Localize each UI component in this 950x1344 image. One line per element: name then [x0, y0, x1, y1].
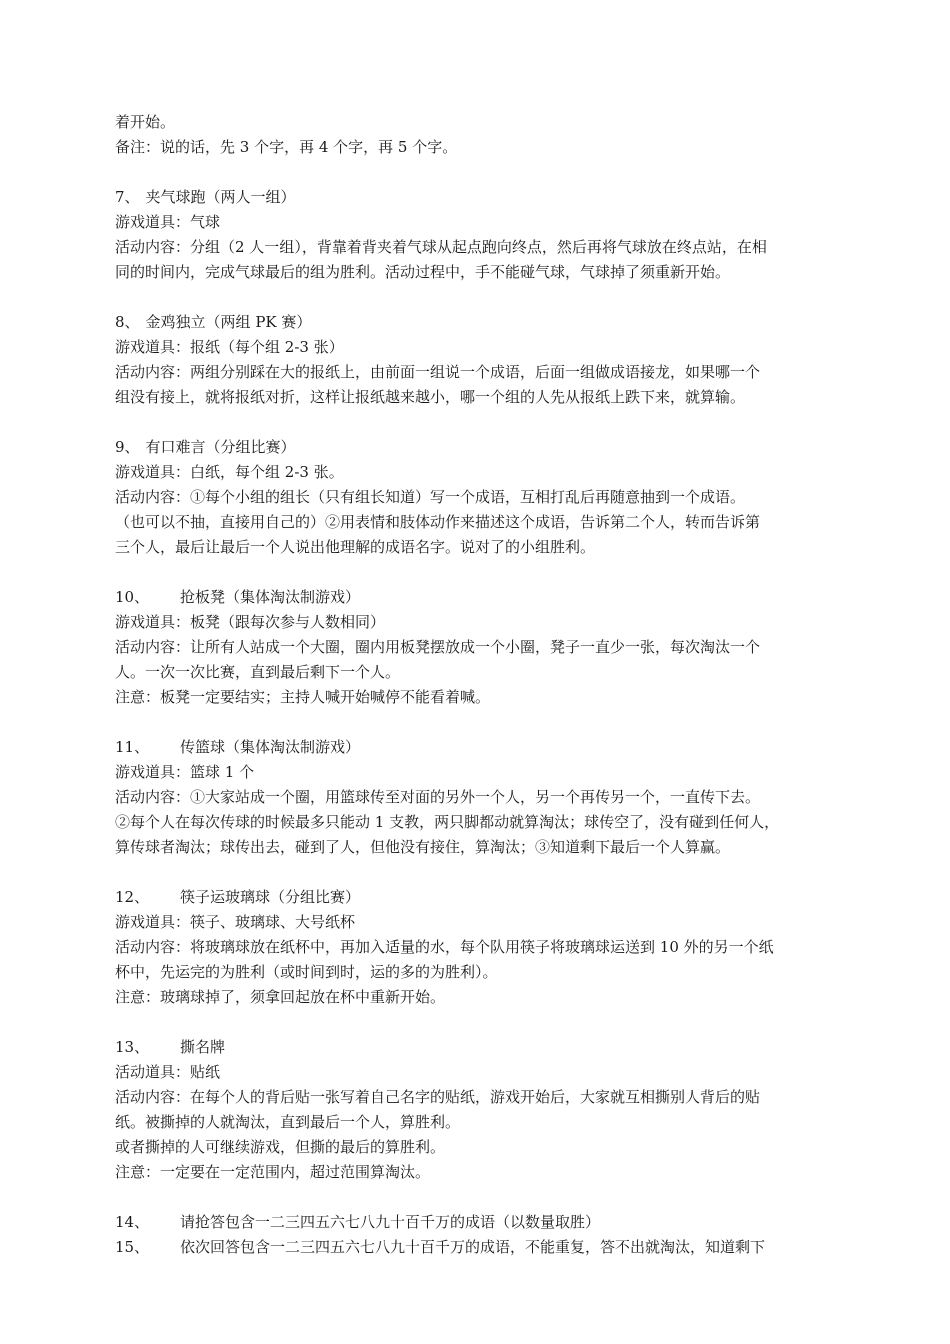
section-title: 请抢答包含一二三四五六七八九十百千万的成语（以数量取胜） — [180, 1213, 601, 1231]
text-line: 纸。被撕掉的人就淘汰，直到最后一个人，算胜利。 — [115, 1113, 461, 1131]
text-line: 注意：一定要在一定范围内，超过范围算淘汰。 — [115, 1163, 431, 1181]
text-line: 活动内容：①大家站成一个圈，用篮球传至对面的另外一个人，另一个再传另一个，一直传下去。 — [115, 788, 761, 806]
text-line: 活动内容：将玻璃球放在纸杯中，再加入适量的水，每个队用筷子将玻璃球运送到 10 外的另一个纸 — [115, 938, 774, 956]
text-line: 注意：玻璃球掉了，须拿回起放在杯中重新开始。 — [115, 988, 446, 1006]
text-line: 三个人，最后让最后一个人说出他理解的成语名字。说对了的小组胜利。 — [115, 538, 596, 556]
text-line: 游戏道具：筷子、玻璃球、大号纸杯 — [115, 913, 356, 931]
text-line: 同的时间内，完成气球最后的组为胜利。活动过程中，手不能碰气球，气球掉了须重新开始。 — [115, 263, 731, 281]
section-number: 9、 — [115, 438, 140, 456]
section-heading — [115, 437, 855, 457]
text-line: 活动内容：分组（2 人一组），背靠着背夹着气球从起点跑向终点，然后再将气球放在终点站，在相 — [115, 238, 767, 256]
section-title: 有口难言（分组比赛） — [145, 438, 296, 456]
section-number: 10、 — [115, 588, 150, 606]
section-title: 抢板凳（集体淘汰制游戏） — [180, 588, 361, 606]
section-heading — [115, 887, 855, 907]
text-line: 活动内容：在每个人的背后贴一张写着自己名字的贴纸，游戏开始后，大家就互相撕别人背后的贴 — [115, 1088, 761, 1106]
text-line: 活动内容：①每个小组的组长（只有组长知道）写一个成语，互相打乱后再随意抽到一个成语。 — [115, 488, 746, 506]
text-line: 游戏道具：白纸，每个组 2-3 张。 — [115, 463, 344, 481]
text-line: （也可以不抽，直接用自己的）②用表情和肢体动作来描述这个成语，告诉第二个人，转而告诉第 — [115, 513, 761, 531]
section-heading — [115, 1212, 855, 1232]
section-number: 7、 — [115, 188, 140, 206]
text-line: 游戏道具：板凳（跟每次参与人数相同） — [115, 613, 386, 631]
section-heading — [115, 1237, 855, 1257]
section-number: 12、 — [115, 888, 150, 906]
section-number: 14、 — [115, 1213, 150, 1231]
section-heading — [115, 312, 855, 332]
section-heading — [115, 1037, 855, 1057]
text-line: 活动内容：两组分别踩在大的报纸上，由前面一组说一个成语，后面一组做成语接龙，如果哪一个 — [115, 363, 761, 381]
text-line: 游戏道具：气球 — [115, 213, 221, 231]
section-number: 8、 — [115, 313, 140, 331]
section-heading — [115, 187, 855, 207]
text-line: 活动内容：让所有人站成一个大圈，圈内用板凳摆放成一个小圈，凳子一直少一张，每次淘汰一个 — [115, 638, 761, 656]
section-number: 15、 — [115, 1238, 150, 1256]
section-heading — [115, 587, 855, 607]
text-line: 算传球者淘汰；球传出去，碰到了人，但他没有接住，算淘汰；③知道剩下最后一个人算赢。 — [115, 838, 731, 856]
text-line: 杯中，先运完的为胜利（或时间到时，运的多的为胜利）。 — [115, 963, 498, 981]
text-line: ②每个人在每次传球的时候最多只能动 1 支教，两只脚都动就算淘汰；球传空了，没有碰到任何人， — [115, 813, 780, 831]
text-line: 或者撕掉的人可继续游戏，但撕的最后的算胜利。 — [115, 1138, 446, 1156]
section-number: 11、 — [115, 738, 150, 756]
text-line: 备注：说的话，先 3 个字，再 4 个字，再 5 个字。 — [115, 138, 458, 156]
text-line: 活动道具：贴纸 — [115, 1063, 221, 1081]
text-line: 着开始。 — [115, 113, 176, 131]
section-title: 夹气球跑（两人一组） — [145, 188, 296, 206]
section-title: 依次回答包含一二三四五六七八九十百千万的成语，不能重复，答不出就淘汰，知道剩下 — [180, 1238, 766, 1256]
section-title: 撕名牌 — [180, 1038, 226, 1056]
section-title: 筷子运玻璃球（分组比赛） — [180, 888, 361, 906]
section-title: 金鸡独立（两组 PK 赛） — [145, 313, 312, 331]
text-line: 游戏道具：报纸（每个组 2-3 张） — [115, 338, 344, 356]
section-number: 13、 — [115, 1038, 150, 1056]
text-line: 组没有接上，就将报纸对折，这样让报纸越来越小，哪一个组的人先从报纸上跌下来，就算输。 — [115, 388, 746, 406]
section-heading — [115, 737, 855, 757]
text-line: 人。一次一次比赛，直到最后剩下一个人。 — [115, 663, 401, 681]
section-title: 传篮球（集体淘汰制游戏） — [180, 738, 361, 756]
text-line: 游戏道具：篮球 1 个 — [115, 763, 255, 781]
text-line: 注意：板凳一定要结实；主持人喊开始喊停不能看着喊。 — [115, 688, 491, 706]
